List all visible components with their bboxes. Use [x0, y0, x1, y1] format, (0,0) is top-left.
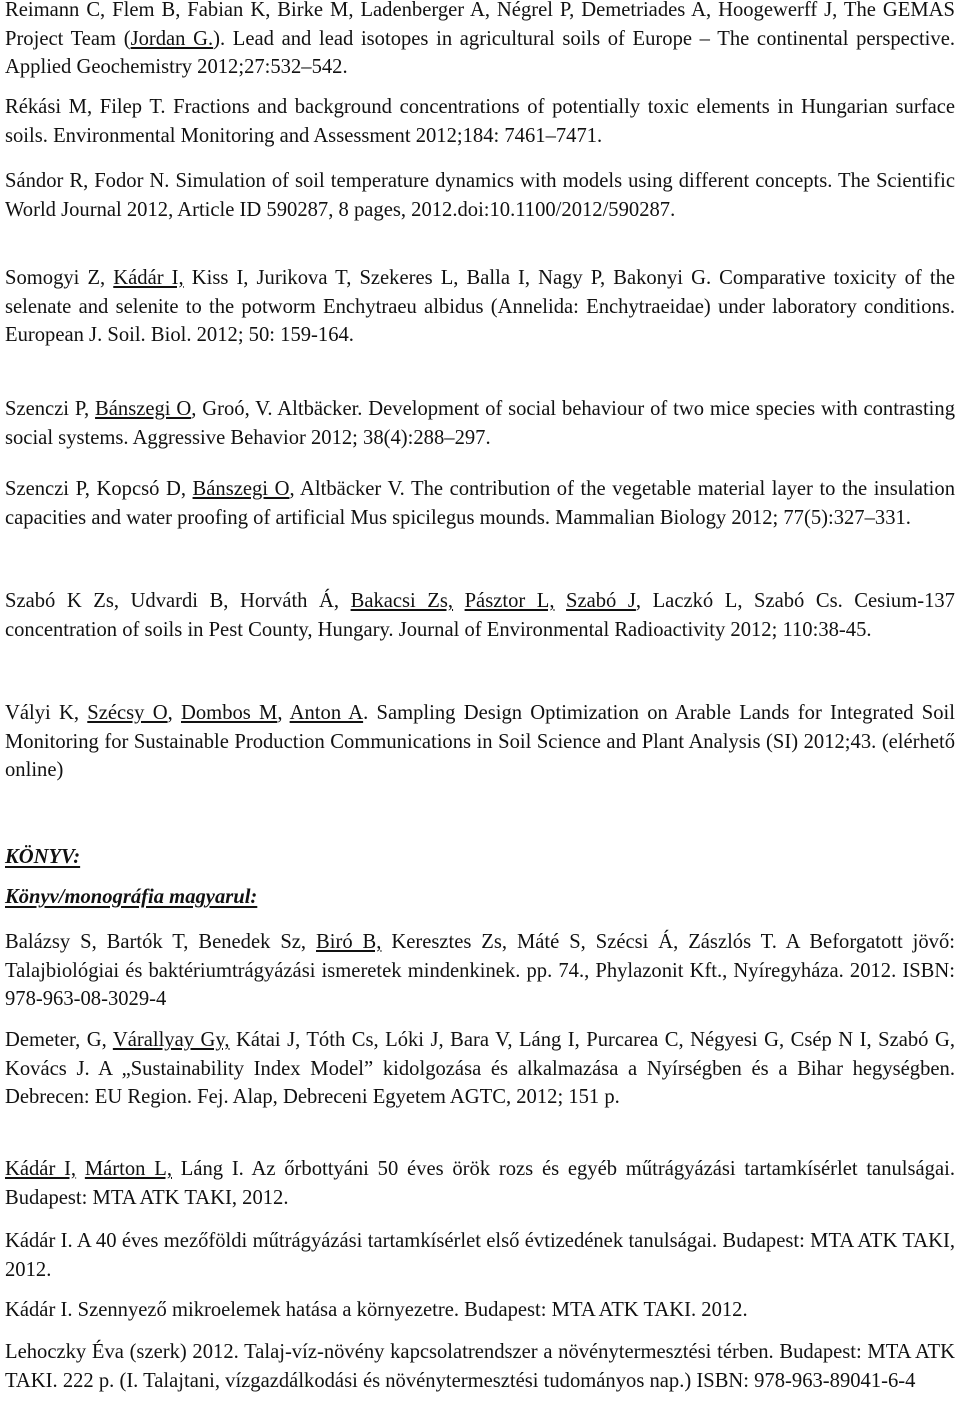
reference-text: , — [277, 702, 290, 724]
reference-text — [554, 590, 566, 612]
reference-text: Szabó K Zs, Udvardi B, Horváth Á, — [5, 590, 351, 612]
reference-text: Szenczi P, — [5, 398, 96, 420]
underlined-author: Szabó J — [566, 590, 636, 612]
reference-text: Rékási M, Filep T. Fractions and background concentrations of potentially toxic elements in Hungarian surface soils. Environmental Monitoring and Assessment 2012;184: 7461–7471. — [5, 96, 955, 147]
section-heading: KÖNYV: — [5, 846, 81, 868]
underlined-author: Pásztor L, — [464, 590, 555, 612]
reference-text: Demeter, G, — [5, 1029, 113, 1051]
underlined-author: Bánszegi O — [95, 398, 192, 420]
reference-text: Reimann C, Flem B, Fabian K, Birke M, Ladenberger A, Négrel P, Demetriades A, Hoogewerff J, The GEMAS Project Team ( — [5, 0, 955, 50]
reference-text — [76, 1158, 85, 1180]
book-kadar-1 — [5, 1155, 955, 1212]
reference-text: Kádár I. Szennyező mikroelemek hatása a környezetre. Budapest: MTA ATK TAKI. 2012. — [5, 1299, 748, 1321]
book-balazsy — [5, 928, 955, 1014]
underlined-author: Szécsy O — [87, 702, 168, 724]
reference-rekasi — [5, 93, 955, 150]
reference-reimann — [5, 0, 955, 82]
reference-text: , Altbäcker V. The contribution of the vegetable material layer to the insulation capacities and water proofing of artificial Mus spicilegus mounds. Mammalian Biology 2012; 77(5):327–331. — [5, 478, 955, 529]
book-demeter — [5, 1026, 955, 1112]
reference-sandor — [5, 167, 955, 224]
reference-text: Kiss I, Jurikova T, Szekeres L, Balla I, Nagy P, Bakonyi G. Comparative toxicity of the selenate and selenite to the potworm Enchytraeu albidus (Annelida: Enchytraeidae) under laboratory conditions. European J. Soil. Biol. 2012; 50: 159-164. — [5, 267, 956, 347]
reference-text: ). Lead and lead isotopes in agricultural soils of Europe – The continental perspective. Applied Geochemistry 2012;27:532–542. — [5, 27, 955, 79]
underlined-author: Kádár I, — [5, 1158, 77, 1180]
reference-text: Láng I. Az őrbottyáni 50 éves örök rozs és egyéb műtrágyázási tartamkísérlet tanulságai. Budapest: MTA ATK TAKI, 2012. — [5, 1158, 955, 1209]
reference-text: . Sampling Design Optimization on Arable Lands for Integrated Soil Monitoring for Sustainable Production Communications in Soil Science and Plant Analysis (SI) 2012;43. (elérhető online) — [5, 702, 955, 782]
reference-text: Sándor R, Fodor N. Simulation of soil temperature dynamics with models using different concepts. The Scientific World Journal 2012, Article ID 590287, 8 pages, 2012.doi:10.1100/2012/590287. — [5, 170, 955, 221]
reference-text: Balázsy S, Bartók T, Benedek Sz, — [5, 931, 316, 953]
reference-text: Kádár I. A 40 éves mezőföldi műtrágyázási tartamkísérlet első évtizedének tanulságai. Budapest: MTA ATK TAKI, 2012. — [5, 1230, 955, 1281]
reference-valyi — [5, 699, 955, 785]
underlined-author: Dombos M — [181, 702, 278, 724]
reference-szenczi-2 — [5, 475, 955, 532]
reference-text — [453, 590, 465, 612]
reference-text: Somogyi Z, — [5, 267, 114, 289]
underlined-author: Kádár I, — [113, 267, 184, 289]
reference-text: Vályi K, — [5, 702, 88, 724]
underlined-author: Bánszegi O — [192, 478, 290, 500]
underlined-author: Márton L, — [84, 1158, 172, 1180]
reference-text: , — [167, 702, 181, 724]
reference-text: , Groó, V. Altbäcker. Development of social behaviour of two mice species with contrasting social systems. Aggressive Behavior 2012; 38(4):288–297. — [5, 398, 955, 449]
reference-text: Keresztes Zs, Máté S, Szécsi Á, Zászlós T. A Beforgatott jövő: Talajbiológiai és baktériumtrágyázási ismeretek mindenkinek. pp. 74., Phylazonit Kft., Nyíregyháza. 2012. ISBN: 978-963-08-3029-4 — [5, 931, 955, 1011]
underlined-author: Várallyay Gy, — [112, 1029, 230, 1051]
subsection-heading: Könyv/monográfia magyarul: — [5, 886, 258, 908]
reference-text: Szenczi P, Kopcsó D, — [5, 478, 193, 500]
underlined-author: Jordan G. — [130, 27, 214, 50]
book-kadar-3 — [5, 1296, 955, 1325]
underlined-author: Anton A — [289, 702, 364, 724]
underlined-author: Bakacsi Zs, — [350, 590, 454, 612]
reference-somogyi — [5, 264, 955, 350]
reference-text: Lehoczky Éva (szerk) 2012. Talaj-víz-növény kapcsolatrendszer a növénytermesztési térben. Budapest: MTA ATK TAKI. 222 p. (I. Talajtani, vízgazdálkodási és növénytermesztési tudományos nap.) ISBN: 978-963-89041-6-4 — [5, 1341, 955, 1392]
book-kadar-2 — [5, 1227, 955, 1284]
reference-szabo — [5, 587, 955, 644]
reference-text: , Laczkó L, Szabó Cs. Cesium-137 concentration of soils in Pest County, Hungary. Journal of Environmental Radioactivity 2012; 110:38-45. — [5, 590, 955, 641]
underlined-author: Biró B, — [316, 931, 382, 953]
reference-szenczi-1 — [5, 395, 955, 452]
book-lehoczky — [5, 1338, 955, 1395]
reference-text: Kátai J, Tóth Cs, Lóki J, Bara V, Láng I, Purcarea C, Négyesi G, Csép N I, Szabó G, Kovács J. A „Sustainability Index Model” kidolgozása és alkalmazása a Nyírségben és a Bihar hegységben. Debrecen: EU Region. Fej. Alap, Debreceni Egyetem AGTC, 2012; 151 p. — [5, 1029, 955, 1109]
